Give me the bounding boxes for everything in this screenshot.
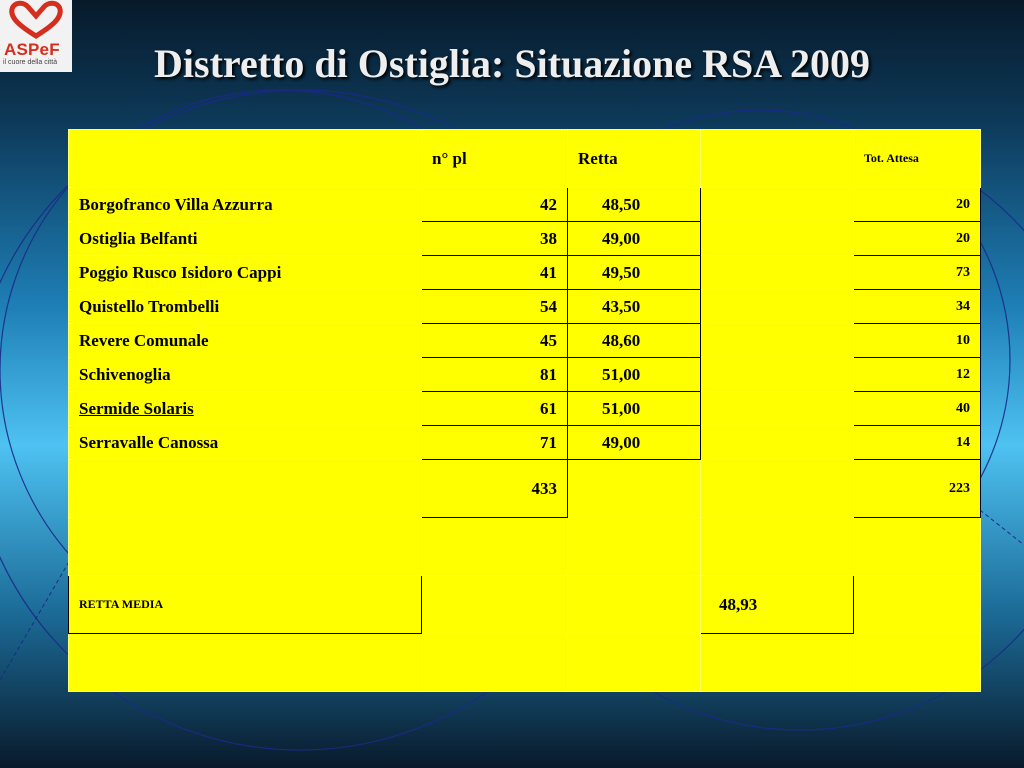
logo-tagline: il cuore della città (3, 59, 58, 66)
row-attesa: 20 (854, 188, 981, 222)
totals-blank (701, 460, 854, 518)
table-row (69, 256, 981, 290)
retta-media-label: RETTA MEDIA (69, 576, 422, 634)
table-row (69, 222, 981, 256)
row-np: 45 (422, 324, 568, 358)
row-name: Sermide Solaris (69, 392, 422, 426)
table-row (69, 392, 981, 426)
row-np: 61 (422, 392, 568, 426)
row-np: 54 (422, 290, 568, 324)
total-np: 433 (422, 460, 568, 518)
row-attesa: 12 (854, 358, 981, 392)
row-name: Quistello Trombelli (69, 290, 422, 324)
table-row (69, 290, 981, 324)
table-row (69, 426, 981, 460)
totals-label (69, 460, 422, 518)
table-row (69, 324, 981, 358)
row-name: Ostiglia Belfanti (69, 222, 422, 256)
row-blank (701, 426, 854, 460)
retta-media-blank (568, 576, 701, 634)
row-np: 81 (422, 358, 568, 392)
rsa-table (68, 129, 981, 692)
row-np: 41 (422, 256, 568, 290)
heart-hands-icon (0, 0, 72, 40)
row-retta: 51,00 (568, 358, 701, 392)
header-blank (701, 130, 854, 188)
totals-row (69, 460, 981, 518)
header-np: n° pl (422, 130, 568, 188)
header-name (69, 130, 422, 188)
header-retta: Retta (568, 130, 701, 188)
table-row (69, 188, 981, 222)
row-blank (701, 256, 854, 290)
row-attesa: 40 (854, 392, 981, 426)
row-retta: 48,60 (568, 324, 701, 358)
table-row (69, 358, 981, 392)
row-retta: 43,50 (568, 290, 701, 324)
row-name: Schivenoglia (69, 358, 422, 392)
header-attesa: Tot. Attesa (854, 130, 981, 188)
totals-blank (568, 460, 701, 518)
row-np: 38 (422, 222, 568, 256)
row-name: Borgofranco Villa Azzurra (69, 188, 422, 222)
total-attesa: 223 (854, 460, 981, 518)
row-blank (701, 324, 854, 358)
logo-name: ASPeF (4, 40, 60, 59)
retta-media-blank (422, 576, 568, 634)
row-retta: 51,00 (568, 392, 701, 426)
row-blank (701, 392, 854, 426)
row-np: 42 (422, 188, 568, 222)
retta-media-blank (854, 576, 981, 634)
row-name: Revere Comunale (69, 324, 422, 358)
row-blank (701, 188, 854, 222)
row-attesa: 10 (854, 324, 981, 358)
row-retta: 49,50 (568, 256, 701, 290)
row-blank (701, 290, 854, 324)
row-retta: 48,50 (568, 188, 701, 222)
row-name: Poggio Rusco Isidoro Cappi (69, 256, 422, 290)
retta-media-value: 48,93 (701, 576, 854, 634)
empty-row (69, 634, 981, 692)
row-retta: 49,00 (568, 222, 701, 256)
row-name: Serravalle Canossa (69, 426, 422, 460)
row-attesa: 34 (854, 290, 981, 324)
row-np: 71 (422, 426, 568, 460)
row-attesa: 20 (854, 222, 981, 256)
row-attesa: 14 (854, 426, 981, 460)
retta-media-row (69, 576, 981, 634)
empty-row (69, 518, 981, 576)
header-row (69, 130, 981, 188)
row-retta: 49,00 (568, 426, 701, 460)
row-blank (701, 358, 854, 392)
page-title: Distretto di Ostiglia: Situazione RSA 2009 (154, 41, 870, 86)
row-attesa: 73 (854, 256, 981, 290)
row-blank (701, 222, 854, 256)
